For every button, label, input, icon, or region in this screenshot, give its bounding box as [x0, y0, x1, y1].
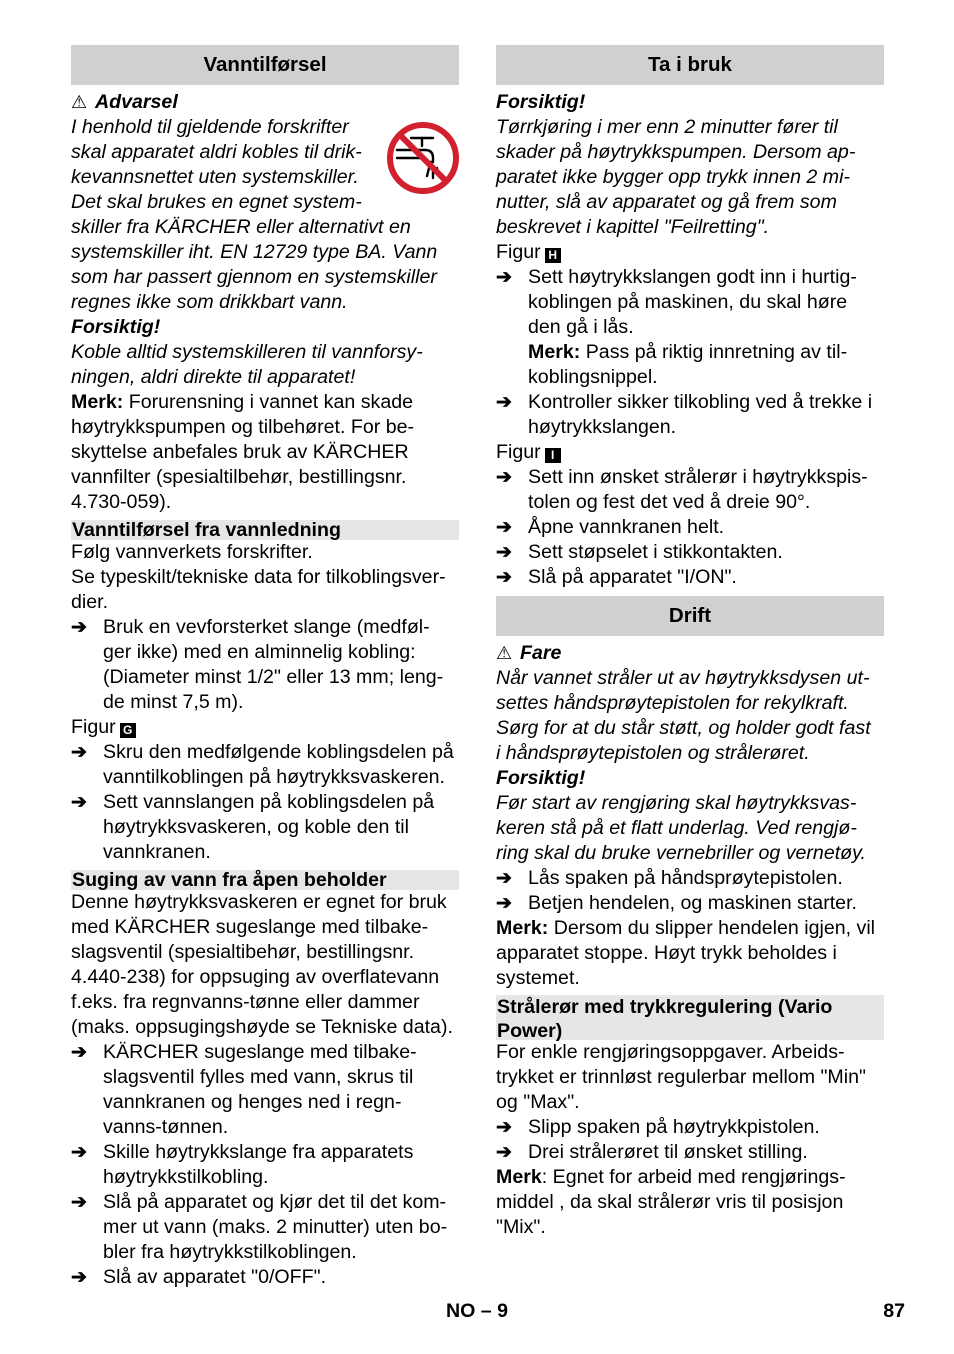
step-item: ➔ Slå på apparatet "I/ON". — [496, 566, 737, 588]
figure-reference-h: Figur H — [496, 240, 884, 265]
arrow-right-icon: ➔ — [71, 617, 87, 638]
figure-g-badge: G — [120, 723, 136, 738]
arrow-right-icon: ➔ — [496, 517, 512, 538]
arrow-right-icon: ➔ — [71, 792, 87, 813]
step-item: ➔ Sett høytrykkslangen godt inn i hurtig- koblingen på maskinen, du skal høre den gå i lås. — [496, 266, 857, 338]
warning-label: Advarsel — [95, 91, 178, 113]
figure-h-badge: H — [545, 248, 561, 263]
arrow-right-icon: ➔ — [71, 742, 87, 763]
sub-text: For enkle rengjøringsoppgaver. Arbeids- trykket er trinnløst regulerbar mellom "Min" og "Max". — [496, 1041, 866, 1113]
step-item: ➔ Drei strålerøret til ønsket stilling. — [496, 1141, 808, 1163]
step-item: ➔ Kontroller sikker tilkobling ved å trekke i høytrykkslangen. — [496, 391, 873, 438]
note-paragraph — [71, 390, 459, 515]
arrow-right-icon: ➔ — [496, 893, 512, 914]
figure-i-badge: I — [545, 448, 561, 463]
arrow-right-icon: ➔ — [496, 392, 512, 413]
section-heading-drift: Drift — [496, 596, 884, 636]
step-item: ➔ Slå på apparatet og kjør det til det kom- mer ut vann (maks. 2 minutter) uten bo- bler fra høytrykkstilkoblingen. — [71, 1191, 448, 1263]
step-item: ➔ KÄRCHER sugeslange med tilbake- slagsventil fylles med vann, skrus til vannkranen og henges ned i regn- vanns-tønnen. — [71, 1041, 417, 1138]
left-column — [71, 45, 459, 1290]
caution-text: Før start av rengjøring skal høytrykksvas- keren stå på et flatt underlag. Ved rengjø- ring skal du bruke vernebriller og vernetøy. — [496, 792, 866, 864]
step-item: ➔ Skille høytrykkslange fra apparatets høytrykkstilkobling. — [71, 1141, 414, 1188]
caution-text: Koble alltid systemskilleren til vannforsy- ningen, aldri direkte til apparatet! — [71, 341, 423, 388]
step-item: ➔ Slipp spaken på høytrykkpistolen. — [496, 1116, 820, 1138]
warning-triangle-icon: ⚠ — [496, 643, 513, 663]
note-paragraph: Merk: Egnet for arbeid med rengjørings- middel , da skal strålerør vris til posisjon "Mix". — [496, 1166, 846, 1238]
step-item: ➔ Lås spaken på håndsprøytepistolen. — [496, 867, 843, 889]
step-item: ➔ Sett inn ønsket strålerør i høytrykkspis- tolen og fest det ved å dreie 90°. — [496, 466, 868, 513]
right-column — [496, 45, 884, 1240]
step-item: ➔ Sett vannslangen på koblingsdelen på høytrykksvaskeren, og koble den til vannkranen. — [71, 791, 435, 863]
note-label: Merk: — [71, 391, 124, 413]
warning-heading — [71, 90, 459, 115]
caution-label: Forsiktig! — [496, 91, 586, 113]
danger-label: Fare — [520, 642, 562, 664]
arrow-right-icon: ➔ — [496, 542, 512, 563]
arrow-right-icon: ➔ — [496, 267, 512, 288]
note-text: Forurensning i vannet kan skade høytrykkspumpen og tilbehøret. For be- skyttelse anbefales bruk av KÄRCHER vannfilter (spesialtilbehør, bestillingsnr. 4.730-059). — [71, 391, 415, 513]
footer-page-number: 87 — [883, 1300, 905, 1322]
subheading-suging-av-vann: Suging av vann fra åpen beholder — [71, 870, 459, 890]
step-note: Merk: Pass på riktig innretning av til- koblingsnippel. — [528, 341, 848, 388]
danger-text: Når vannet stråler ut av høytrykksdysen ut- settes håndsprøytepistolen for rekylkraft. Sørg for at du står støtt, og holder godt fast i håndsprøytepistolen og strålerøret. — [496, 667, 871, 764]
subheading-stralerør-vario-power: Strålerør med trykkregulering (Vario Power) — [496, 995, 884, 1040]
caution-label: Forsiktig! — [496, 767, 586, 789]
sub2-text: Denne høytrykksvaskeren er egnet for bruk med KÄRCHER sugeslange med tilbake- slagsventil (spesialtibehør, bestillingsnr. 4.440-238) for oppsuging av overflatevann f.eks. fra regnvanns-tønne eller dammer (maks. oppsugingshøyde se Tekniske data). — [71, 891, 453, 1038]
figure-reference-g: Figur G — [71, 715, 459, 740]
arrow-right-icon: ➔ — [496, 467, 512, 488]
caution-text: Tørrkjøring i mer enn 2 minutter fører til skader på høytrykkspumpen. Dersom ap- paratet ikke bygger opp trykk innen 2 mi- nutter, slå av apparatet og gå frem som beskrevet i kapittel "Feilretting". — [496, 116, 856, 238]
sub1-text: Følg vannverkets forskrifter. Se typeskilt/tekniske data for tilkoblingsver- dier. — [71, 541, 446, 613]
section-heading-ta-i-bruk: Ta i bruk — [496, 45, 884, 85]
note-paragraph: Merk: Dersom du slipper hendelen igjen, vil apparatet stoppe. Høyt trykk beholdes i systemet. — [496, 917, 876, 989]
arrow-right-icon: ➔ — [71, 1267, 87, 1288]
step-item: ➔ Åpne vannkranen helt. — [496, 516, 725, 538]
no-drinking-water-connection-icon — [385, 120, 461, 196]
section-heading-vanntilforsel: Vanntilførsel — [71, 45, 459, 85]
step-item: ➔ Bruk en vevforsterket slange (medføl- ger ikke) med en alminnelig kobling: (Diameter minst 1/2" eller 13 mm; leng- de minst 7,5 m). — [71, 616, 444, 713]
step-item: ➔ Betjen hendelen, og maskinen starter. — [496, 892, 857, 914]
footer-section-number: NO – 9 — [445, 1300, 509, 1322]
step-item: ➔ Skru den medfølgende koblingsdelen på vanntilkoblingen på høytrykksvaskeren. — [71, 741, 454, 788]
arrow-right-icon: ➔ — [496, 567, 512, 588]
arrow-right-icon: ➔ — [496, 1142, 512, 1163]
subheading-vanntilforsel-fra-vannledning: Vanntilførsel fra vannledning — [71, 520, 459, 540]
arrow-right-icon: ➔ — [71, 1142, 87, 1163]
warning-triangle-icon: ⚠ — [71, 92, 88, 112]
arrow-right-icon: ➔ — [71, 1192, 87, 1213]
caution-label: Forsiktig! — [71, 316, 161, 338]
step-item: ➔ Sett støpselet i stikkontakten. — [496, 541, 783, 563]
arrow-right-icon: ➔ — [71, 1042, 87, 1063]
figure-reference-i: Figur I — [496, 440, 884, 465]
step-item: ➔ Slå av apparatet "0/OFF". — [71, 1266, 327, 1288]
danger-heading — [496, 641, 884, 666]
arrow-right-icon: ➔ — [496, 868, 512, 889]
arrow-right-icon: ➔ — [496, 1117, 512, 1138]
warning-text: I henhold til gjeldende forskrifter skal apparatet aldri kobles til drik- kevannsnettet uten systemskiller. Det skal brukes en egnet system- skiller fra KÄRCHER eller alternativt en systemskiller iht. EN 12729 type BA. Vann som har passert gjennom en systemskiller regnes ikke som drikkbart vann. — [71, 116, 438, 313]
